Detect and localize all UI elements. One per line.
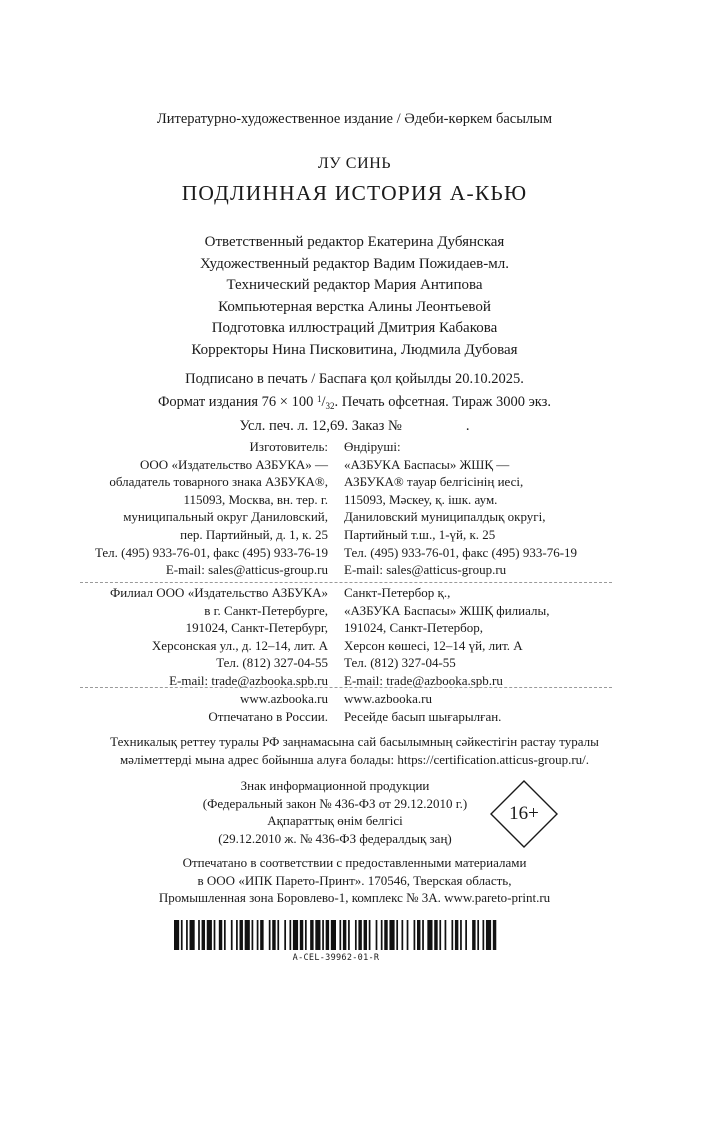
credit-line: Художественный редактор Вадим Пожидаев-мл. xyxy=(200,255,509,272)
barcode-bar xyxy=(369,920,371,950)
barcode-bar xyxy=(465,920,467,950)
branch-kz-line: Санкт-Петербор қ., xyxy=(344,585,451,600)
barcode-bar xyxy=(451,920,453,950)
barcode-bar xyxy=(305,920,307,950)
manufacturer-ru-line: E-mail: sales@atticus-group.ru xyxy=(165,562,328,578)
manufacturer-ru-line: муниципальный округ Даниловский, xyxy=(123,509,328,525)
age-rating: 16+ xyxy=(509,803,539,824)
manufacturer-kz xyxy=(344,438,577,579)
printer-line: Промышленная зона Боровлево-1, комплекс № 3А. www.pareto-print.ru xyxy=(158,890,551,906)
barcode-bar xyxy=(427,920,432,950)
barcode-bar xyxy=(198,920,200,950)
barcode-bar xyxy=(272,920,275,950)
barcode-bar xyxy=(190,920,195,950)
barcode-bar xyxy=(482,920,484,950)
barcode-bar xyxy=(407,920,409,950)
barcode-bar xyxy=(348,920,350,950)
barcode-bar xyxy=(284,920,286,950)
manufacturer-ru xyxy=(95,438,328,579)
branch-ru-line: 191024, Санкт-Петербург, xyxy=(185,620,328,636)
manufacturer-kz-line: АЗБУКА® тауар белгісінің иесі, xyxy=(344,474,524,490)
format-numerator: 1 xyxy=(316,393,322,404)
web-ru xyxy=(208,690,328,725)
barcode-bar xyxy=(260,920,263,950)
barcode-bar xyxy=(401,920,403,950)
credit-line: Ответственный редактор Екатерина Дубянская xyxy=(204,234,505,250)
barcode-bar xyxy=(269,920,271,950)
barcode-code: A-CEL-39962-01-R xyxy=(292,953,380,963)
barcode-bar xyxy=(174,920,179,950)
manufacturer-ru-line: обладатель товарного знака АЗБУКА®, xyxy=(109,474,328,490)
barcode-bar xyxy=(358,920,361,950)
barcode-bar xyxy=(277,920,279,950)
info-sign-line: Ақпараттық өнім белгісі xyxy=(267,813,403,829)
branch-kz-line: Тел. (812) 327-04-55 xyxy=(344,655,456,671)
barcode-bar xyxy=(339,920,341,950)
printer-line: Отпечатано в соответствии с предоставленными материалами xyxy=(182,855,527,870)
manufacturer-ru-line: Тел. (495) 933-76-01, факс (495) 933-76-19 xyxy=(94,544,328,560)
barcode-bar xyxy=(384,920,387,950)
signed-line: Подписано в печать / Баспаға қол қойылды 20.10.2025. xyxy=(185,371,524,387)
barcode-bar xyxy=(219,920,222,950)
credits-block xyxy=(0,232,709,362)
barcode-bar xyxy=(236,920,238,950)
sheets-line xyxy=(0,417,709,437)
branch-kz-line: E-mail: trade@azbooka.spb.ru xyxy=(344,672,503,688)
format-prefix: Формат издания 76 × 100 xyxy=(157,393,317,410)
printed-in-ru: Отпечатано в России. xyxy=(208,708,328,724)
barcode xyxy=(174,920,498,950)
book-title: ПОДЛИННАЯ ИСТОРИЯ А-КЬЮ xyxy=(181,181,528,205)
barcode-bar xyxy=(207,920,212,950)
info-sign-block xyxy=(0,777,670,847)
branch-kz-line: «АЗБУКА Баспасы» ЖШҚ филиалы, xyxy=(344,602,550,618)
branch-ru-line: Филиал ООО «Издательство АЗБУКА» xyxy=(109,585,328,600)
credit-line: Технический редактор Мария Антипова xyxy=(226,277,483,294)
certification-note xyxy=(0,733,709,768)
credit-line: Подготовка иллюстраций Дмитрия Кабакова xyxy=(211,320,498,337)
barcode-bar xyxy=(355,920,357,950)
barcode-bar xyxy=(364,920,367,950)
manufacturer-kz-line: Өндіруші: xyxy=(344,439,401,454)
branch-kz-line: Херсон көшесі, 12–14 үй, лит. А xyxy=(344,637,523,653)
manufacturer-kz-line: «АЗБУКА Баспасы» ЖШҚ — xyxy=(344,456,510,472)
sheets-end: . xyxy=(465,417,470,434)
manufacturer-ru-line: пер. Партийный, д. 1, к. 25 xyxy=(180,526,328,542)
format-suffix: . Печать офсетная. Тираж 3000 экз. xyxy=(334,393,552,410)
sheets-text: Усл. печ. л. 12,69. Заказ № xyxy=(239,417,402,434)
info-sign-line: (29.12.2010 ж. № 436-ФЗ федералдық заң) xyxy=(218,830,452,846)
separator-line xyxy=(80,687,612,688)
barcode-bar xyxy=(202,920,205,950)
barcode-bar xyxy=(224,920,226,950)
website-kz: www.azbooka.ru xyxy=(344,691,432,706)
barcode-bar xyxy=(376,920,378,950)
barcode-bar xyxy=(310,920,313,950)
barcode-bar xyxy=(322,920,324,950)
format-line: Формат издания 76 × 100 $^1/_{32}$. Печать офсетная. Тираж 3000 экз. xyxy=(157,393,552,411)
barcode-bar xyxy=(493,920,496,950)
barcode-bar xyxy=(343,920,346,950)
barcode-bar xyxy=(396,920,398,950)
barcode-bar xyxy=(445,920,447,950)
author-name: ЛУ СИНЬ xyxy=(317,155,392,172)
barcode-bar xyxy=(289,920,291,950)
manufacturer-kz-line: Даниловский муниципалдық округі, xyxy=(344,509,546,525)
barcode-bar xyxy=(381,920,383,950)
branch-ru-line: в г. Санкт-Петербурге, xyxy=(204,602,328,618)
website-ru: www.azbooka.ru xyxy=(240,691,328,706)
barcode-bar xyxy=(181,920,183,950)
barcode-bar xyxy=(231,920,233,950)
manufacturer-kz-line: Тел. (495) 933-76-01, факс (495) 933-76-19 xyxy=(344,544,578,560)
barcode-bar xyxy=(300,920,303,950)
manufacturer-kz-line: 115093, Мәскеу, қ. ішк. аум. xyxy=(344,491,498,507)
branch-ru-line: Тел. (812) 327-04-55 xyxy=(216,655,328,671)
branch-ru xyxy=(110,584,328,690)
branch-kz-line: 191024, Санкт-Петербор, xyxy=(344,620,484,636)
manufacturer-ru-line: 115093, Москва, вн. тер. г. xyxy=(183,491,328,507)
barcode-bar xyxy=(455,920,458,950)
separator-line xyxy=(80,582,612,583)
edition-type: Литературно-художественное издание / Әдеби-көркем басылым xyxy=(156,111,553,127)
format-denominator: 32 xyxy=(325,400,335,411)
credit-line: Корректоры Нина Писковитина, Людмила Дубовая xyxy=(191,341,518,358)
manufacturer-kz-line: Партийный т.ш., 1-үй, к. 25 xyxy=(344,526,496,542)
branch-ru-line: E-mail: trade@azbooka.spb.ru xyxy=(169,672,328,688)
barcode-bar xyxy=(477,920,479,950)
barcode-bar xyxy=(239,920,242,950)
barcode-bar xyxy=(422,920,424,950)
barcode-bar xyxy=(472,920,475,950)
barcode-bar xyxy=(439,920,441,950)
barcode-bar xyxy=(252,920,254,950)
barcode-bar xyxy=(389,920,394,950)
barcode-bar xyxy=(331,920,336,950)
credit-line: Компьютерная верстка Алины Леонтьевой xyxy=(218,298,491,315)
barcode-bar xyxy=(460,920,462,950)
info-sign-line: (Федеральный закон № 436-ФЗ от 29.12.2010 г.) xyxy=(202,795,468,811)
barcode-bar xyxy=(214,920,216,950)
barcode-bar xyxy=(186,920,188,950)
manufacturer-ru-line: ООО «Издательство АЗБУКА» — xyxy=(140,456,328,472)
branch-ru-line: Херсонская ул., д. 12–14, лит. А xyxy=(151,637,328,653)
barcode-bar xyxy=(417,920,420,950)
barcode-bar xyxy=(414,920,416,950)
print-info xyxy=(0,370,709,436)
barcode-bar xyxy=(257,920,259,950)
printer-block xyxy=(0,854,709,907)
certification-line: Техникалық реттеу туралы РФ заңнамасына сай басылымның сәйкестігін растау туралы xyxy=(110,734,599,749)
barcode-bar xyxy=(245,920,250,950)
barcode-bar xyxy=(486,920,491,950)
barcode-bar xyxy=(293,920,298,950)
printer-line: в ООО «ИПК Парето-Принт». 170546, Тверская область, xyxy=(197,872,512,888)
manufacturer-ru-line: Изготовитель: xyxy=(249,439,328,454)
printed-in-kz: Ресейде басып шығарылған. xyxy=(344,708,502,724)
barcode-bar xyxy=(326,920,329,950)
branch-kz xyxy=(344,584,549,690)
barcode-bar xyxy=(315,920,320,950)
barcode-bar xyxy=(434,920,437,950)
certification-line: мәліметтерді мына адрес бойынша алуға болады: https://certification.atticus-group.ru/. xyxy=(119,751,590,767)
manufacturer-kz-line: E-mail: sales@atticus-group.ru xyxy=(344,562,507,578)
web-kz xyxy=(344,690,501,725)
info-sign-line: Знак информационной продукции xyxy=(240,778,430,793)
